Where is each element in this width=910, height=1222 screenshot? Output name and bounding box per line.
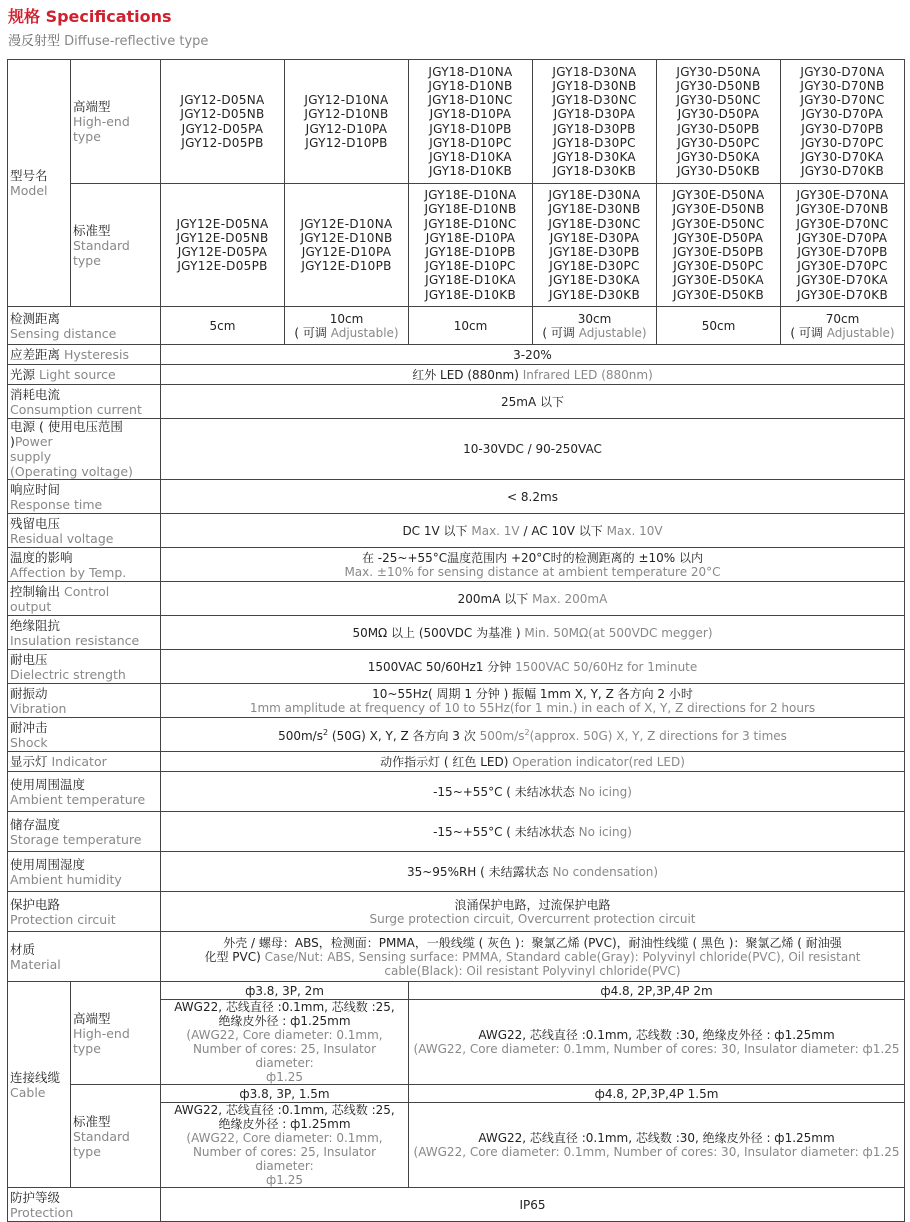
high-end-label-en1: High-end	[73, 114, 130, 129]
light-label-zh: 光源	[10, 367, 36, 382]
light-source-row	[8, 365, 905, 385]
storage-temp-label	[8, 812, 161, 852]
spec-table	[7, 59, 905, 1222]
storage-temp-value-en: No icing)	[578, 824, 632, 839]
model-number: JGY12-D05NB	[180, 107, 265, 122]
light-source-label	[8, 365, 161, 385]
control-label-en1: Control	[64, 583, 110, 599]
consumption-label-en: Consumption current	[10, 401, 142, 417]
model-label-en: Model	[10, 183, 48, 198]
shock-sup2: 2	[524, 728, 530, 737]
model-number: JGY18-D30PC	[553, 135, 636, 150]
storage-temp-label-en: Storage temperature	[10, 831, 142, 847]
model-list	[533, 184, 657, 307]
response-value: < 8.2ms	[161, 480, 905, 514]
model-number: JGY12E-D05PB	[177, 259, 268, 274]
cable-standard-right-detail	[409, 1103, 905, 1188]
model-number: JGY30E-D70NA	[796, 188, 889, 203]
model-number: JGY30-D50PC	[677, 135, 760, 150]
model-number: JGY18E-D30NA	[548, 188, 641, 203]
material-label-en: Material	[10, 956, 61, 972]
insulation-label	[8, 616, 161, 650]
sensing-value: 5cm	[161, 307, 285, 345]
model-number: JGY18-D10PC	[429, 135, 512, 150]
model-list	[285, 184, 409, 307]
temp-effect-label-zh: 温度的影响	[10, 549, 73, 565]
model-list	[781, 60, 905, 184]
model-number: JGY12-D10PB	[305, 135, 388, 150]
standard-label-en2: type	[73, 252, 101, 268]
model-number: JGY18-D10PB	[429, 121, 512, 136]
indicator-value-en: Operation indicator(red LED)	[512, 754, 685, 769]
temp-effect-value	[161, 548, 905, 582]
model-number: JGY30-D50NA	[676, 64, 761, 79]
material-label	[8, 932, 161, 982]
model-number: JGY18-D30PB	[553, 121, 636, 136]
cable-standard-head-row	[8, 1085, 905, 1103]
indicator-label-zh: 显示灯	[10, 754, 48, 769]
model-number: JGY18E-D30NB	[548, 202, 641, 217]
cable-standard-label	[71, 1085, 161, 1188]
sensing-label-en: Sensing distance	[10, 325, 117, 341]
protection-row	[8, 892, 905, 932]
page-subtitle	[8, 30, 208, 49]
ip-label-zh: 防护等级	[10, 1189, 61, 1205]
standard-label-en1: Standard	[73, 237, 130, 253]
protection-line2: Surge protection circuit, Overcurrent protection circuit	[369, 911, 696, 926]
subtitle-en: Diffuse-reflective type	[64, 34, 209, 49]
temp-effect-label-en: Affection by Temp.	[10, 564, 127, 580]
model-number: JGY12E-D10PB	[301, 259, 392, 274]
ambient-temp-value-en: No icing)	[578, 784, 632, 799]
cable-high-end-left-head: ф3.8, 3P, 2m	[161, 982, 409, 1000]
model-label	[8, 60, 71, 307]
ip-value: IP65	[161, 1188, 905, 1222]
cable-standard-left-detail	[161, 1103, 409, 1188]
protection-label	[8, 892, 161, 932]
model-number: JGY18E-D10KB	[425, 287, 516, 302]
model-number: JGY12E-D05PA	[177, 245, 268, 259]
model-list	[409, 184, 533, 307]
sensing-value-text: 10cm	[329, 311, 364, 326]
ambient-temp-value-zh: -15~+55°C ( 未结冰状态	[433, 784, 575, 799]
shock-v1: 500m/s	[278, 729, 323, 743]
sensing-value: 50cm	[657, 307, 781, 345]
model-number: JGY30-D50NC	[676, 93, 761, 108]
model-number: JGY30E-D70KB	[797, 287, 888, 302]
adjustable-en: Adjustable)	[578, 325, 647, 340]
power-label-en1: Power	[14, 434, 53, 449]
model-number: JGY30-D50NB	[676, 78, 761, 93]
indicator-row	[8, 752, 905, 772]
shock-sup: 2	[322, 728, 329, 737]
cable-high-end-right-detail	[409, 1000, 905, 1085]
ip-label	[8, 1188, 161, 1222]
power-row	[8, 419, 905, 480]
ip-row	[8, 1188, 905, 1222]
vibration-value	[161, 684, 905, 718]
model-number: JGY30E-D70PB	[797, 245, 888, 259]
dielectric-label	[8, 650, 161, 684]
material-label-zh: 材质	[10, 941, 36, 957]
ip-label-en: Protection	[10, 1204, 74, 1220]
model-number: JGY30-D70NC	[800, 93, 885, 108]
high-end-label-zh: 高端型	[73, 99, 111, 114]
model-number: JGY30-D70NA	[800, 64, 885, 79]
humidity-label-en: Ambient humidity	[10, 871, 122, 887]
residual-v4: Max. 10V	[606, 523, 663, 538]
model-number: JGY30-D70NB	[800, 78, 885, 93]
power-label	[8, 419, 161, 480]
light-source-value	[161, 365, 905, 385]
vibration-label	[8, 684, 161, 718]
hysteresis-label-en: Hysteresis	[64, 347, 129, 362]
power-label-zh: 电源 ( 使用电压范围 )	[10, 419, 123, 449]
vibration-line2: 1mm amplitude at frequency of 10 to 55Hz(for 1 min.) in each of X, Y, Z directions for 2 hours	[249, 700, 816, 715]
light-value-en: Infrared LED (880nm)	[522, 367, 653, 382]
standard-label	[71, 184, 161, 307]
model-number: JGY30-D50PB	[677, 121, 760, 136]
sensing-value	[285, 307, 409, 345]
model-number: JGY18-D30NC	[552, 93, 637, 108]
model-number: JGY18E-D10NA	[424, 188, 517, 203]
model-list	[781, 184, 905, 307]
model-number: JGY12-D10PA	[305, 121, 388, 136]
control-label	[8, 582, 161, 616]
adjustable-zh: ( 可调	[294, 325, 327, 340]
cable-label	[8, 982, 71, 1188]
cable-left-en3: ф1.25	[266, 1173, 303, 1187]
vibration-label-zh: 耐振动	[10, 685, 48, 701]
response-label-zh: 响应时间	[10, 481, 61, 497]
response-label-en: Response time	[10, 496, 103, 512]
storage-temp-row	[8, 812, 905, 852]
cable-right-zh: AWG22, 芯线直径 :0.1mm, 芯线数 :30, 绝缘皮外径 : ф1.25mm	[478, 1131, 835, 1145]
cable-right-en: (AWG22, Core diameter: 0.1mm, Number of cores: 30, Insulator diameter: ф1.25	[413, 1145, 900, 1159]
sensing-row	[8, 307, 905, 345]
indicator-label-en: Indicator	[51, 754, 107, 769]
indicator-value-zh: 动作指示灯 ( 红色 LED)	[380, 754, 509, 769]
insulation-row	[8, 616, 905, 650]
material-line2-zh: 化型 PVC)	[204, 949, 261, 964]
model-number: JGY18E-D10PB	[425, 245, 516, 259]
shock-value	[161, 718, 905, 752]
protection-line1: 浪涌保护电路，过流保护电路	[454, 897, 611, 912]
cable-right-en: (AWG22, Core diameter: 0.1mm, Number of cores: 30, Insulator diameter: ф1.25	[413, 1042, 900, 1056]
cable-standard-right-head: ф4.8, 2P,3P,4P 1.5m	[409, 1085, 905, 1103]
material-line1: 外壳 / 螺母：ABS，检测面：PMMA，一般线缆 ( 灰色 )：聚氯乙烯 (PVC)，耐油性线缆 ( 黑色 )：聚氯乙烯 ( 耐油强	[223, 935, 842, 950]
vibration-row	[8, 684, 905, 718]
control-label-zh: 控制输出	[10, 583, 61, 599]
consumption-label-zh: 消耗电流	[10, 386, 61, 402]
cable-high-end-head-row	[8, 982, 905, 1000]
storage-temp-value	[161, 812, 905, 852]
consumption-value: 25mA 以下	[161, 385, 905, 419]
cable-high-end-right-head: ф4.8, 2P,3P,4P 2m	[409, 982, 905, 1000]
model-number: JGY18E-D30PB	[549, 245, 640, 259]
model-number: JGY30E-D50PC	[673, 259, 764, 274]
model-list	[161, 184, 285, 307]
hysteresis-row	[8, 345, 905, 365]
insulation-value-en: Min. 50MΩ(at 500VDC megger)	[524, 625, 713, 640]
response-row	[8, 480, 905, 514]
indicator-label	[8, 752, 161, 772]
cable-high-end-label-zh: 高端型	[73, 1010, 111, 1026]
sensing-value: 10cm	[409, 307, 533, 345]
ambient-temp-value	[161, 772, 905, 812]
shock-label-zh: 耐冲击	[10, 719, 48, 735]
model-list	[533, 60, 657, 184]
cable-right-zh: AWG22, 芯线直径 :0.1mm, 芯线数 :30, 绝缘皮外径 : ф1.25mm	[478, 1028, 835, 1042]
model-number: JGY18-D10NA	[428, 64, 513, 79]
residual-row	[8, 514, 905, 548]
model-list	[657, 60, 781, 184]
model-number: JGY18-D30NA	[552, 64, 637, 79]
hysteresis-label-zh: 应差距离	[10, 347, 61, 362]
cable-label-zh: 连接线缆	[10, 1069, 61, 1085]
humidity-label	[8, 852, 161, 892]
hysteresis-value: 3-20%	[161, 345, 905, 365]
model-number: JGY18-D10KA	[429, 149, 512, 164]
model-number: JGY30E-D50NA	[672, 188, 765, 203]
dielectric-label-zh: 耐电压	[10, 651, 48, 667]
model-number: JGY30-D70KA	[801, 149, 884, 164]
cable-standard-label-en: Standard type	[73, 1128, 130, 1159]
insulation-label-zh: 绝缘阻抗	[10, 617, 61, 633]
shock-label-en: Shock	[10, 734, 48, 750]
model-list	[657, 184, 781, 307]
temp-effect-line1: 在 -25~+55°C温度范围内 +20°C时的检测距离的 ±10% 以内	[361, 550, 704, 565]
model-number: JGY12-D10NB	[304, 107, 389, 122]
material-value	[161, 932, 905, 982]
power-label-en3: (Operating voltage)	[10, 464, 133, 479]
cable-high-end-label-en: High-end type	[73, 1025, 130, 1056]
dielectric-value-en: 1500VAC 50/60Hz for 1minute	[515, 659, 698, 674]
sensing-label-zh: 检测距离	[10, 310, 61, 326]
model-number: JGY30E-D50KA	[673, 273, 764, 288]
shock-label	[8, 718, 161, 752]
material-line3: cable(Black): Oil resistant Polyvinyl chloride(PVC)	[384, 963, 681, 978]
residual-value	[161, 514, 905, 548]
page-header	[0, 0, 910, 58]
model-number: JGY18E-D10KA	[425, 273, 516, 288]
insulation-label-en: Insulation resistance	[10, 632, 140, 648]
model-number: JGY12-D05PB	[181, 135, 264, 150]
model-number: JGY30-D70KB	[800, 164, 885, 179]
model-number: JGY30E-D70KA	[797, 273, 888, 288]
humidity-row	[8, 852, 905, 892]
model-number: JGY30E-D50KB	[673, 287, 764, 302]
model-number: JGY30-D70PA	[801, 107, 884, 122]
humidity-value-zh: 35~95%RH ( 未结露状态	[406, 864, 549, 879]
sensing-value-text: 30cm	[577, 311, 612, 326]
model-number: JGY18-D10KB	[428, 164, 513, 179]
high-end-label	[71, 60, 161, 184]
protection-label-zh: 保护电路	[10, 896, 61, 912]
insulation-value-zh: 50MΩ 以上 (500VDC 为基准 )	[352, 625, 521, 640]
shock-v4: (approx. 50G) X, Y, Z directions for 3 times	[529, 729, 787, 743]
ambient-temp-row	[8, 772, 905, 812]
model-high-end-row	[8, 60, 905, 184]
model-number: JGY18E-D10PA	[425, 230, 516, 245]
hysteresis-label	[8, 345, 161, 365]
temp-effect-label	[8, 548, 161, 582]
residual-v2: Max. 1V	[471, 523, 520, 538]
dielectric-row	[8, 650, 905, 684]
page-title: 规格 Specifications	[8, 7, 172, 26]
model-number: JGY18E-D10NC	[424, 216, 517, 231]
model-number: JGY30E-D70PC	[797, 259, 888, 274]
power-value: 10-30VDC / 90-250VAC	[161, 419, 905, 480]
model-number: JGY18-D10NB	[428, 78, 513, 93]
cable-left-en3: ф1.25	[266, 1070, 303, 1084]
model-number: JGY30E-D50PA	[673, 230, 764, 245]
temp-effect-row	[8, 548, 905, 582]
control-value-zh: 200mA 以下	[457, 591, 529, 606]
model-number: JGY30-D50PA	[677, 107, 760, 122]
control-value-en: Max. 200mA	[532, 591, 608, 606]
adjustable-zh: ( 可调	[790, 325, 823, 340]
model-number: JGY18E-D30PC	[549, 259, 640, 274]
residual-label-zh: 残留电压	[10, 515, 61, 531]
model-number: JGY18-D30PA	[553, 107, 636, 122]
humidity-value-en: No condensation)	[552, 864, 659, 879]
ambient-temp-label-en: Ambient temperature	[10, 791, 146, 807]
model-number: JGY30E-D50NB	[672, 202, 765, 217]
high-end-label-en2: type	[73, 129, 101, 144]
model-number: JGY18-D30NB	[552, 78, 637, 93]
model-number: JGY12E-D10NA	[300, 216, 393, 231]
model-number: JGY12-D05PA	[181, 121, 264, 136]
shock-v3: 500m/s	[479, 729, 525, 743]
model-number: JGY30-D70PB	[801, 121, 884, 136]
model-list	[285, 60, 409, 184]
model-label-zh: 型号名	[10, 168, 48, 183]
dielectric-value-zh: 1500VAC 50/60Hz1 分钟	[367, 659, 512, 674]
model-number: JGY30-D50KB	[676, 164, 761, 179]
model-number: JGY18E-D30PA	[549, 230, 640, 245]
cable-left-en2: Number of cores: 25, Insulator diameter:	[192, 1042, 377, 1070]
model-number: JGY30-D70PC	[801, 135, 884, 150]
cable-standard-label-zh: 标准型	[73, 1113, 111, 1129]
model-number: JGY18E-D10NB	[424, 202, 517, 217]
consumption-label	[8, 385, 161, 419]
model-number: JGY12E-D10NB	[300, 230, 393, 245]
cable-left-zh1: AWG22, 芯线直径 :0.1mm, 芯线数 :25,	[174, 1103, 395, 1117]
sensing-value-text: 70cm	[825, 311, 860, 326]
model-list	[161, 60, 285, 184]
cable-left-zh1: AWG22, 芯线直径 :0.1mm, 芯线数 :25,	[174, 1000, 395, 1014]
residual-label	[8, 514, 161, 548]
model-number: JGY18E-D30NC	[548, 216, 641, 231]
indicator-value	[161, 752, 905, 772]
sensing-label	[8, 307, 161, 345]
residual-v3: / AC 10V 以下	[523, 523, 603, 538]
model-number: JGY12E-D05NA	[176, 216, 269, 231]
model-number: JGY18E-D30KB	[549, 287, 640, 302]
insulation-value	[161, 616, 905, 650]
vibration-label-en: Vibration	[10, 700, 67, 716]
material-line2-en: Case/Nut: ABS, Sensing surface: PMMA, Standard cable(Gray): Polyvinyl chloride(PVC), Oil resistant	[264, 949, 861, 964]
consumption-row	[8, 385, 905, 419]
model-number: JGY12E-D05NB	[176, 230, 269, 245]
sensing-value	[533, 307, 657, 345]
temp-effect-line2: Max. ±10% for sensing distance at ambient temperature 20°C	[344, 564, 721, 579]
cable-standard-left-head: ф3.8, 3P, 1.5m	[161, 1085, 409, 1103]
control-label-en2: output	[10, 598, 52, 614]
cable-left-zh2: 绝缘皮外径 : ф1.25mm	[218, 1014, 351, 1028]
vibration-line1: 10~55Hz( 周期 1 分钟 ) 振幅 1mm X, Y, Z 各方向 2 小时	[372, 686, 693, 701]
adjustable-en: Adjustable)	[330, 325, 399, 340]
residual-v1: DC 1V 以下	[402, 523, 468, 538]
model-number: JGY18-D30KB	[552, 164, 637, 179]
model-number: JGY30-D50KA	[677, 149, 760, 164]
model-number: JGY30E-D70NC	[796, 216, 889, 231]
response-label	[8, 480, 161, 514]
model-number: JGY12E-D10PA	[301, 245, 392, 259]
adjustable-zh: ( 可调	[542, 325, 575, 340]
adjustable-en: Adjustable)	[826, 325, 895, 340]
ambient-temp-label	[8, 772, 161, 812]
standard-label-zh: 标准型	[73, 222, 111, 238]
humidity-label-zh: 使用周围湿度	[10, 856, 86, 872]
model-number: JGY18-D30KA	[553, 149, 636, 164]
cable-left-en2: Number of cores: 25, Insulator diameter:	[192, 1145, 377, 1173]
control-row	[8, 582, 905, 616]
subtitle-zh: 漫反射型	[8, 34, 61, 49]
sensing-value	[781, 307, 905, 345]
shock-v2: (50G) X, Y, Z 各方向 3 次	[331, 729, 476, 743]
model-number: JGY30E-D50NC	[672, 216, 765, 231]
model-number: JGY30E-D70NB	[796, 202, 889, 217]
power-label-en2: supply	[10, 449, 52, 464]
light-value-zh: 红外 LED (880nm)	[412, 367, 519, 382]
cable-left-en1: (AWG22, Core diameter: 0.1mm,	[186, 1028, 383, 1042]
shock-row	[8, 718, 905, 752]
model-number: JGY30E-D50PB	[673, 245, 764, 259]
model-number: JGY18-D10NC	[428, 93, 513, 108]
protection-label-en: Protection circuit	[10, 911, 116, 927]
protection-value	[161, 892, 905, 932]
humidity-value	[161, 852, 905, 892]
control-value	[161, 582, 905, 616]
residual-label-en: Residual voltage	[10, 530, 114, 546]
cable-left-en1: (AWG22, Core diameter: 0.1mm,	[186, 1131, 383, 1145]
dielectric-label-en: Dielectric strength	[10, 666, 126, 682]
cable-label-en: Cable	[10, 1084, 46, 1100]
ambient-temp-label-zh: 使用周围温度	[10, 776, 86, 792]
model-number: JGY12-D05NA	[180, 93, 265, 108]
storage-temp-label-zh: 储存温度	[10, 816, 61, 832]
cable-left-zh2: 绝缘皮外径 : ф1.25mm	[218, 1117, 351, 1131]
cable-high-end-left-detail	[161, 1000, 409, 1085]
model-number: JGY18-D10PA	[429, 107, 512, 122]
cable-high-end-label	[71, 982, 161, 1085]
model-number: JGY18E-D10PC	[425, 259, 516, 274]
storage-temp-value-zh: -15~+55°C ( 未结冰状态	[433, 824, 575, 839]
model-standard-row	[8, 184, 905, 307]
light-label-en: Light source	[39, 367, 116, 382]
dielectric-value	[161, 650, 905, 684]
model-list	[409, 60, 533, 184]
material-row	[8, 932, 905, 982]
model-number: JGY30E-D70PA	[797, 230, 888, 245]
model-number: JGY12-D10NA	[304, 93, 389, 108]
model-number: JGY18E-D30KA	[549, 273, 640, 288]
